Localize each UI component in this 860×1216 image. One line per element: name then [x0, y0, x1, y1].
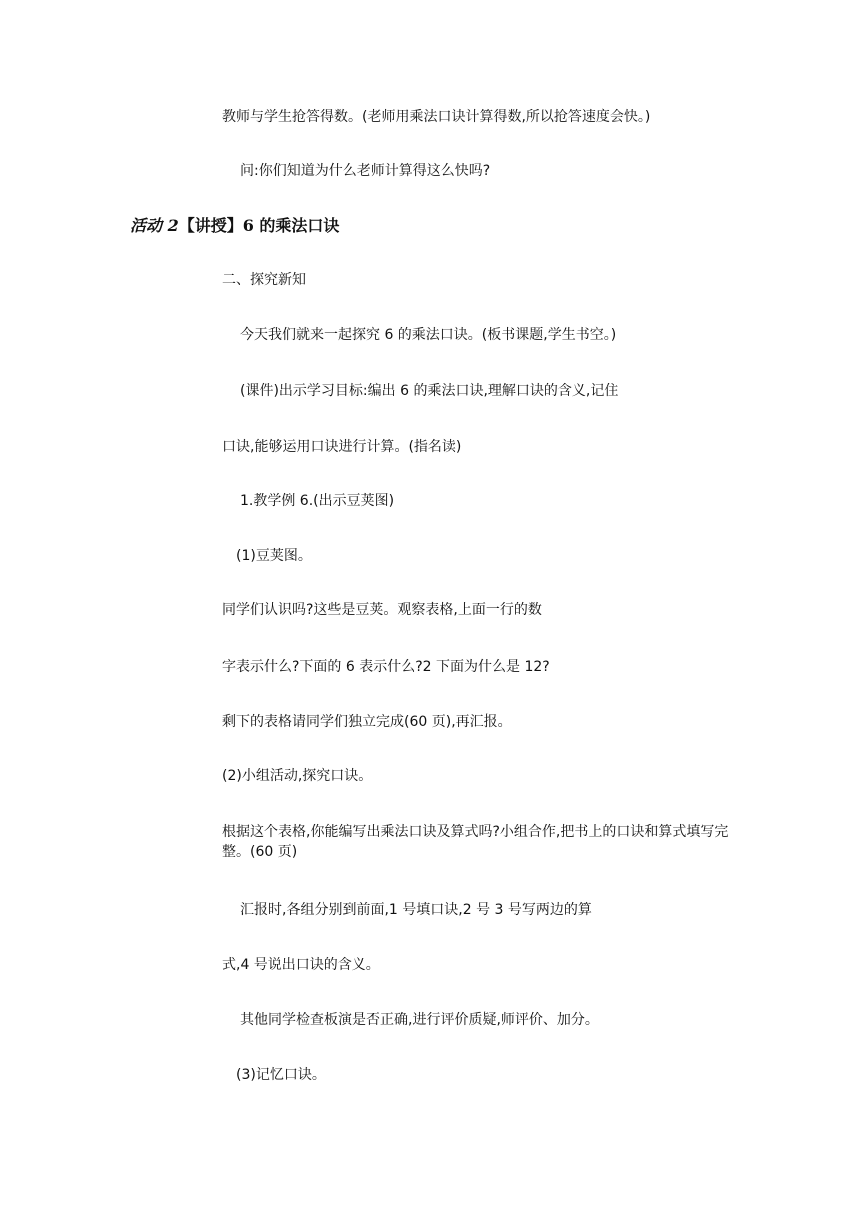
paragraph-explore: 今天我们就来一起探究 6 的乘法口诀。(板书课题,学生书空。)	[240, 327, 617, 343]
paragraph-group-activity: (2)小组活动,探究口诀。	[222, 768, 373, 784]
paragraph-example: 1.教学例 6.(出示豆荚图)	[240, 493, 395, 509]
paragraph-check: 其他同学检查板演是否正确,进行评价质疑,师评价、加分。	[240, 1012, 599, 1028]
paragraph-report-cont: 式,4 号说出口诀的含义。	[222, 957, 380, 973]
paragraph-complete-table: 剩下的表格请同学们独立完成(60 页),再汇报。	[222, 714, 512, 730]
paragraph-write-formulas: 根据这个表格,你能编写出乘法口诀及算式吗?小组合作,把书上的口诀和算式填写完整。(60 页)	[222, 824, 729, 860]
activity-heading-prefix: 活动 2	[130, 216, 179, 235]
paragraph-goals: (课件)出示学习目标:编出 6 的乘法口诀,理解口诀的含义,记住	[240, 383, 619, 399]
paragraph-quick-answer: 教师与学生抢答得数。(老师用乘法口诀计算得数,所以抢答速度会快。)	[222, 109, 651, 125]
paragraph-observe-cont: 字表示什么?下面的 6 表示什么?2 下面为什么是 12?	[222, 659, 550, 675]
paragraph-observe: 同学们认识吗?这些是豆荚。观察表格,上面一行的数	[222, 602, 542, 618]
activity-heading	[130, 215, 339, 237]
paragraph-report: 汇报时,各组分别到前面,1 号填口诀,2 号 3 号写两边的算	[240, 902, 592, 918]
paragraph-goals-cont: 口诀,能够运用口诀进行计算。(指名读)	[222, 439, 462, 455]
paragraph-bean-pod: (1)豆荚图。	[236, 548, 312, 564]
activity-heading-title: 【讲授】6 的乘法口诀	[178, 216, 340, 235]
paragraph-memorize: (3)记忆口诀。	[236, 1067, 326, 1083]
paragraph-question: 问:你们知道为什么老师计算得这么快吗?	[240, 163, 491, 179]
section-title: 二、探究新知	[222, 272, 306, 288]
